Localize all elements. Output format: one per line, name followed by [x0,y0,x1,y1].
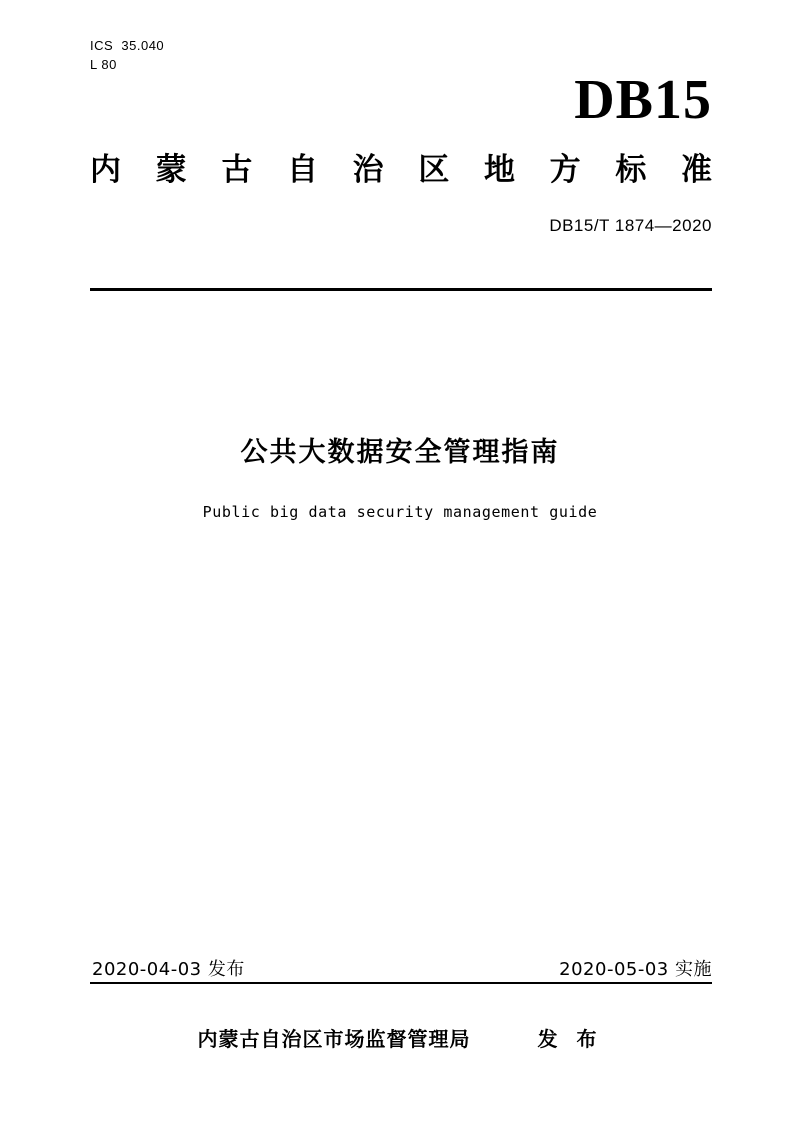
document-title-chinese: 公共大数据安全管理指南 [240,437,560,468]
publish-verb: 发 布 [537,1027,603,1051]
ics-code: ICS 35.040 [90,38,165,53]
publisher-name: 内蒙古自治区市场监督管理局 [197,1027,471,1051]
publisher-row [0,1023,800,1052]
ics-code-block [90,36,164,74]
province-standard-title: 内蒙古自治区地方标准 [90,152,712,188]
document-title-english: Public big data security management guide [202,503,598,521]
standard-number: DB15/T 1874—2020 [549,216,712,235]
issue-date: 2020-04-03 发布 [92,959,245,980]
footer-divider [90,982,712,984]
header-divider [90,288,712,291]
effective-date: 2020-05-03 实施 [559,959,712,980]
classification-code: L 80 [90,57,117,72]
db15-logo: DB15 [574,69,712,131]
